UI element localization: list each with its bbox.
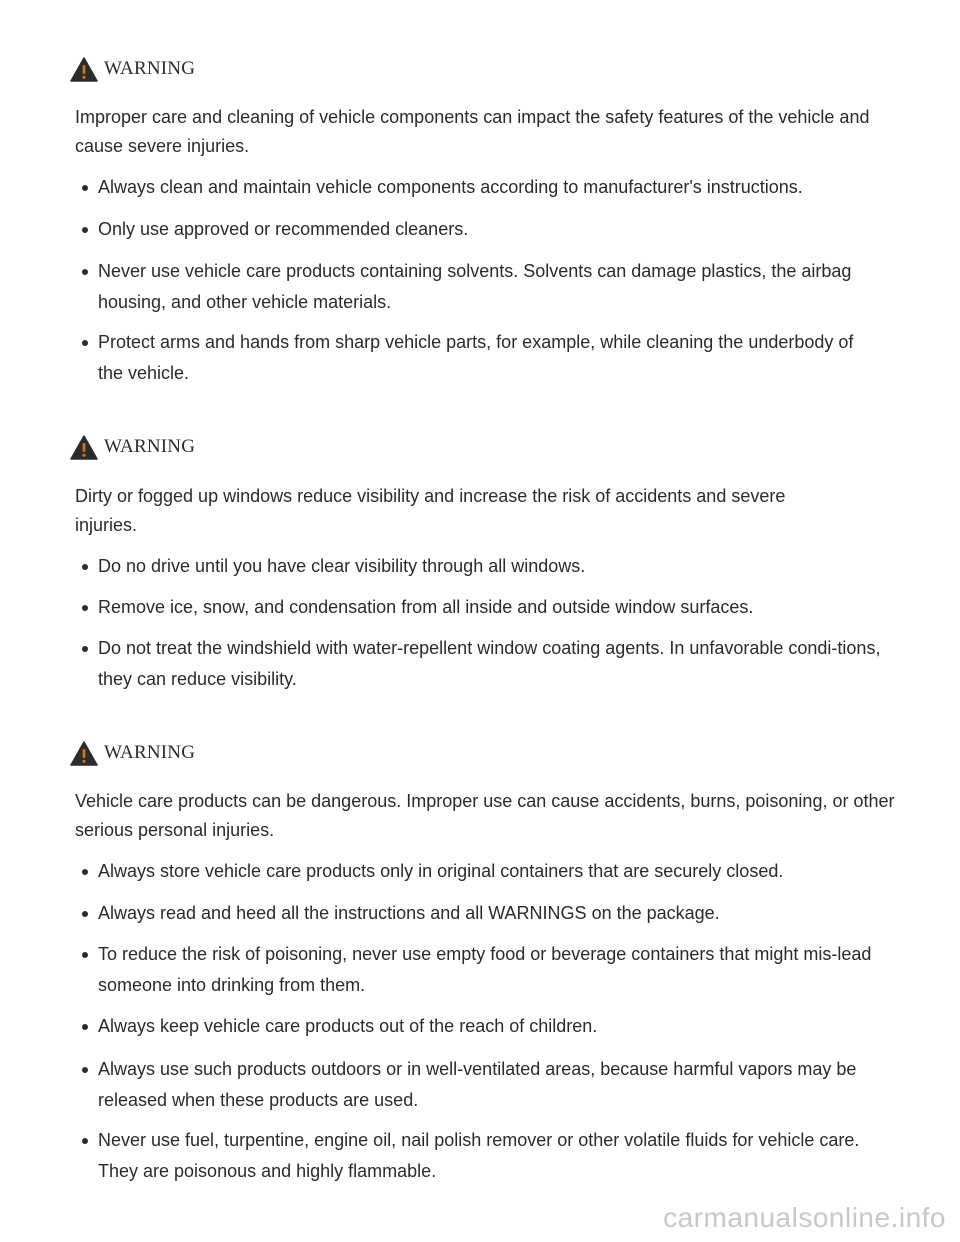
bullet-dot-icon bbox=[82, 911, 88, 917]
warning-title: WARNING bbox=[104, 58, 196, 79]
warning-triangle-icon bbox=[70, 435, 98, 460]
list-item-text: Do no drive until you have clear visibility through all windows. bbox=[98, 556, 586, 576]
warning-title: WARNING bbox=[104, 436, 196, 457]
bullet-dot-icon bbox=[82, 227, 88, 233]
warning-title: WARNING bbox=[104, 742, 196, 763]
list-item-text: Never use fuel, turpentine, engine oil, nail polish remover or other volatile fluids for vehicle care. They are poisonous and highly flammable. bbox=[98, 1130, 860, 1181]
watermark: carmanualsonline.info bbox=[663, 1202, 946, 1233]
bullet-dot-icon bbox=[82, 605, 88, 611]
warning-header bbox=[70, 55, 195, 83]
list-item-text: Always read and heed all the instructions and all WARNINGS on the package. bbox=[98, 903, 720, 923]
warning-triangle-icon bbox=[70, 741, 98, 766]
list-item-text: Protect arms and hands from sharp vehicle parts, for example, while cleaning the underbody of the vehicle. bbox=[98, 332, 854, 383]
bullet-dot-icon bbox=[82, 1067, 88, 1073]
warning-intro: Improper care and cleaning of vehicle components can impact the safety features of the vehicle and cause severe injuries. bbox=[75, 107, 870, 156]
warning-header bbox=[70, 433, 195, 461]
list-item-text: Only use approved or recommended cleaners. bbox=[98, 219, 469, 239]
list-item-text: Do not treat the windshield with water-repellent window coating agents. In unfavorable condi-tions, they can reduce visibility. bbox=[98, 638, 881, 689]
bullet-dot-icon bbox=[82, 869, 88, 875]
warning-triangle-icon bbox=[70, 57, 98, 82]
bullet-dot-icon bbox=[82, 269, 88, 275]
warning-header bbox=[70, 739, 195, 767]
list-item-text: To reduce the risk of poisoning, never use empty food or beverage containers that might mis-lead someone into drinking from them. bbox=[98, 944, 872, 995]
warning-intro: Vehicle care products can be dangerous. Improper use can cause accidents, burns, poisoning, or other serious personal injuries. bbox=[75, 791, 895, 840]
bullet-dot-icon bbox=[82, 646, 88, 652]
bullet-dot-icon bbox=[82, 952, 88, 958]
list-item-text: Always use such products outdoors or in well-ventilated areas, because harmful vapors may be released when these products are used. bbox=[98, 1059, 857, 1110]
bullet-dot-icon bbox=[82, 1138, 88, 1144]
bullet-dot-icon bbox=[82, 564, 88, 570]
list-item-text: Always keep vehicle care products out of the reach of children. bbox=[98, 1016, 598, 1036]
list-item-text: Never use vehicle care products containing solvents. Solvents can damage plastics, the airbag housing, and other vehicle materials. bbox=[98, 261, 852, 312]
list-item-text: Always clean and maintain vehicle components according to manufacturer's instructions. bbox=[98, 177, 803, 197]
list-item-text: Always store vehicle care products only in original containers that are securely closed. bbox=[98, 861, 784, 881]
bullet-dot-icon bbox=[82, 1024, 88, 1030]
list-item-text: Remove ice, snow, and condensation from all inside and outside window surfaces. bbox=[98, 597, 754, 617]
bullet-dot-icon bbox=[82, 185, 88, 191]
bullet-dot-icon bbox=[82, 340, 88, 346]
warning-intro: Dirty or fogged up windows reduce visibility and increase the risk of accidents and severe injuries. bbox=[75, 486, 786, 535]
